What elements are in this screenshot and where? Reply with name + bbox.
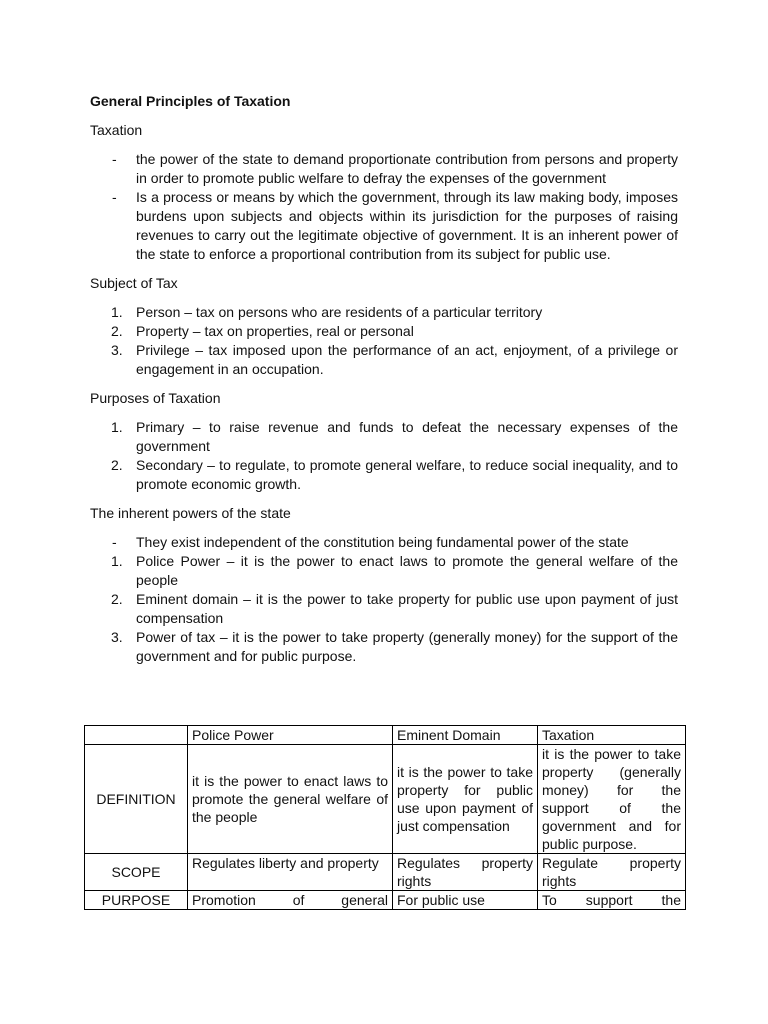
- list-item-text: Privilege – tax imposed upon the performance of an act, enjoyment, of a privilege or engagement in an occupation.: [136, 342, 678, 377]
- list-number: 3.: [111, 629, 123, 645]
- table-cell: it is the power to enact laws to promote the general welfare of the people: [188, 745, 393, 854]
- table-cell: Regulates property rights: [393, 854, 538, 891]
- row-label: DEFINITION: [85, 745, 188, 854]
- section-heading-subject: Subject of Tax: [90, 275, 178, 291]
- table-header-cell: Police Power: [188, 726, 393, 745]
- dash-marker: -: [112, 534, 117, 550]
- table-row-scope: [85, 854, 686, 891]
- dash-marker: -: [112, 151, 117, 167]
- list-number: 2.: [111, 457, 123, 473]
- table-cell: [538, 891, 686, 910]
- list-item: [90, 590, 678, 628]
- list-item-text: Police Power – it is the power to enact laws to promote the general welfare of the people: [136, 553, 678, 588]
- list-number: 2.: [111, 323, 123, 339]
- list-number: 3.: [111, 342, 123, 358]
- list-item: [90, 322, 678, 341]
- section-heading-taxation: Taxation: [90, 122, 143, 138]
- document-page: [90, 92, 678, 676]
- table-cell: [188, 891, 393, 910]
- list-item: [90, 188, 678, 264]
- table-cell: For public use: [393, 891, 538, 910]
- list-item-text: Primary – to raise revenue and funds to defeat the necessary expenses of the government: [136, 419, 678, 454]
- list-item: [90, 533, 678, 552]
- table-row-purpose: [85, 891, 686, 910]
- table-header-cell-empty: [85, 726, 188, 745]
- list-item: [90, 552, 678, 590]
- table-cell: Regulates liberty and property: [188, 854, 393, 891]
- table-cell-text: Promotion of general: [192, 892, 388, 908]
- list-number: 1.: [111, 553, 123, 569]
- list-item-text: Secondary – to regulate, to promote general welfare, to reduce social inequality, and to promote economic growth.: [136, 457, 678, 492]
- row-label: SCOPE: [85, 854, 188, 891]
- table-cell: it is the power to take property for public use upon payment of just compensation: [393, 745, 538, 854]
- table-header-cell: Taxation: [538, 726, 686, 745]
- taxation-definition-list: [90, 150, 678, 264]
- list-number: 2.: [111, 591, 123, 607]
- list-item-text: Eminent domain – it is the power to take property for public use upon payment of just compensation: [136, 591, 678, 626]
- inherent-powers-list: [90, 533, 678, 666]
- table-header-cell: Eminent Domain: [393, 726, 538, 745]
- powers-comparison-table: [84, 725, 686, 910]
- list-item-text: Person – tax on persons who are residents of a particular territory: [136, 304, 543, 320]
- list-item: [90, 628, 678, 666]
- list-number: 1.: [111, 419, 123, 435]
- row-label: PURPOSE: [85, 891, 188, 910]
- dash-marker: -: [112, 189, 117, 205]
- list-item: [90, 150, 678, 188]
- list-item-text: They exist independent of the constitution being fundamental power of the state: [136, 534, 629, 550]
- table-header-row: [85, 726, 686, 745]
- list-item: [90, 418, 678, 456]
- section-heading-powers: The inherent powers of the state: [90, 505, 291, 521]
- list-item-text: Is a process or means by which the government, through its law making body, imposes burdens upon subjects and objects within its jurisdiction for the purposes of raising revenues to carry out the legitimate objective of government. It is an inherent power of the state to enforce a proportional contribution from its subject for public use.: [136, 189, 678, 262]
- list-item: [90, 456, 678, 494]
- table-cell: it is the power to take property (generally money) for the support of the government and for public purpose.: [538, 745, 686, 854]
- section-heading-purposes: Purposes of Taxation: [90, 390, 221, 406]
- table-row-definition: [85, 745, 686, 854]
- purposes-list: [90, 418, 678, 494]
- document-title: General Principles of Taxation: [90, 93, 291, 109]
- list-item: [90, 303, 678, 322]
- list-item: [90, 341, 678, 379]
- subject-of-tax-list: [90, 303, 678, 379]
- list-item-text: Property – tax on properties, real or personal: [136, 323, 414, 339]
- table-cell-text: To support the: [542, 892, 681, 908]
- list-number: 1.: [111, 304, 123, 320]
- table-cell: Regulate property rights: [538, 854, 686, 891]
- list-item-text: Power of tax – it is the power to take property (generally money) for the support of the government and for public purpose.: [136, 629, 678, 664]
- list-item-text: the power of the state to demand proportionate contribution from persons and property in order to promote public welfare to defray the expenses of the government: [136, 151, 678, 186]
